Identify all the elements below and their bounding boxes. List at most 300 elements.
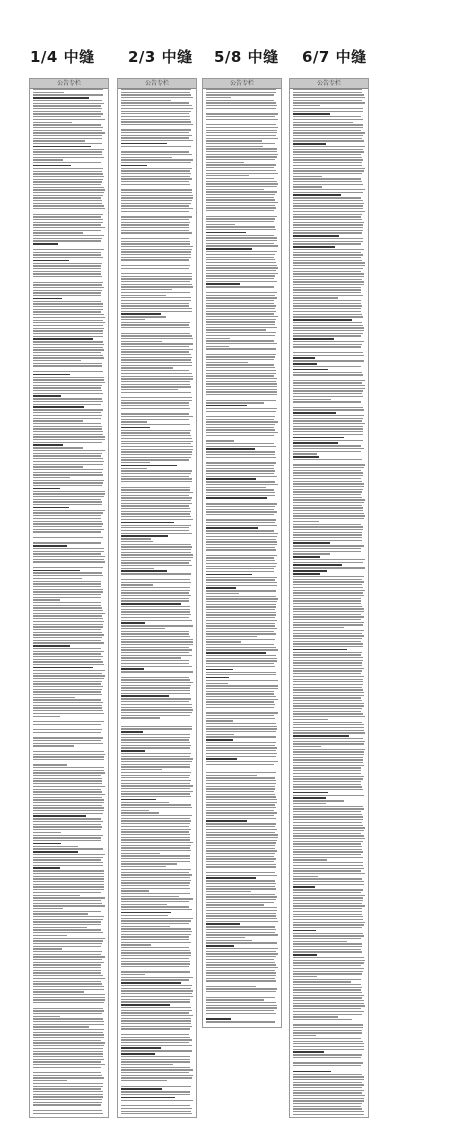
text-line [293, 556, 320, 558]
text-line [121, 734, 190, 735]
text-line [33, 791, 102, 792]
text-line [293, 603, 361, 604]
text-line [121, 376, 193, 377]
text-line [206, 454, 275, 455]
text-line [293, 749, 365, 750]
text-line [206, 913, 276, 914]
text-line [206, 321, 275, 322]
text-line [121, 1047, 161, 1049]
text-line [33, 357, 104, 358]
text-line [206, 424, 275, 425]
text-line [293, 868, 364, 869]
text-line [121, 679, 190, 680]
text-line [121, 1023, 191, 1024]
text-line [293, 757, 363, 758]
text-line [121, 969, 193, 970]
text-line [121, 154, 192, 155]
text-line [293, 919, 363, 920]
text-line [121, 119, 190, 120]
text-line [33, 1042, 105, 1043]
text-line [293, 700, 362, 701]
text-line [206, 1010, 274, 1011]
text-line [33, 1021, 104, 1022]
text-line [293, 1046, 364, 1047]
text-line [293, 660, 363, 661]
text-line [293, 475, 363, 476]
text-line [293, 100, 362, 101]
text-line [293, 89, 362, 90]
text-line [121, 192, 192, 193]
text-line [121, 257, 191, 258]
text-line [206, 574, 252, 576]
text-line [33, 597, 101, 598]
text-line [293, 219, 362, 220]
text-line [121, 219, 189, 220]
text-line [121, 124, 193, 125]
text-line [121, 655, 192, 656]
text-line [206, 248, 252, 250]
text-line [206, 888, 276, 889]
text-line [121, 222, 190, 223]
text-line [206, 823, 276, 824]
text-line [293, 254, 363, 255]
text-line [33, 959, 102, 960]
text-line [206, 316, 278, 317]
text-line [206, 346, 229, 347]
text-line [293, 584, 362, 585]
text-line [33, 320, 103, 321]
text-line [206, 478, 256, 480]
text-line [121, 963, 190, 964]
text-line [206, 327, 277, 328]
text-line [206, 845, 275, 846]
text-line [121, 451, 192, 452]
text-line [33, 618, 103, 619]
text-line [33, 759, 104, 760]
text-line [33, 1077, 104, 1078]
text-line [33, 972, 101, 973]
text-line [33, 279, 105, 280]
text-line [121, 473, 191, 474]
text-line [33, 948, 62, 949]
text-line [121, 465, 177, 467]
text-line [206, 539, 276, 540]
text-line [206, 94, 274, 95]
text-line [293, 205, 363, 206]
text-line [206, 707, 274, 708]
text-line [121, 249, 192, 250]
text-line [33, 1067, 101, 1068]
text-line [206, 777, 275, 778]
text-line [206, 812, 277, 813]
text-line [206, 313, 274, 314]
text-line [121, 726, 192, 727]
text-line [121, 89, 191, 90]
text-line [206, 625, 275, 626]
text-line [33, 181, 102, 182]
text-line [121, 370, 189, 371]
text-line [33, 978, 105, 979]
text-line [206, 240, 277, 241]
text-line [293, 143, 326, 145]
text-line [206, 988, 277, 989]
text-line [293, 784, 361, 785]
text-line [33, 436, 105, 437]
text-line [121, 1031, 193, 1032]
text-line [293, 289, 361, 290]
text-line [121, 341, 162, 342]
text-line [33, 472, 102, 473]
text-line [293, 881, 364, 882]
text-line [206, 473, 274, 474]
text-line [33, 1069, 105, 1070]
text-line [293, 833, 361, 834]
text-line [33, 89, 103, 90]
text-line [206, 159, 275, 160]
text-line [121, 1111, 191, 1112]
text-line [293, 510, 363, 511]
text-line [293, 322, 362, 323]
text-line [293, 662, 362, 663]
text-line [121, 715, 190, 716]
text-line [33, 1051, 103, 1052]
text-line [121, 292, 190, 293]
text-line [206, 756, 276, 757]
text-line [121, 904, 167, 905]
text-line [33, 260, 69, 262]
text-line [293, 540, 362, 541]
text-line [206, 709, 278, 710]
text-line [293, 176, 322, 177]
text-line [33, 184, 101, 185]
text-line [33, 553, 101, 554]
text-line [293, 1087, 362, 1088]
text-line [121, 802, 169, 803]
text-line [206, 861, 274, 862]
text-line [121, 731, 143, 733]
text-line [121, 497, 192, 498]
text-line [293, 751, 364, 752]
text-line [121, 354, 191, 355]
text-line [121, 829, 191, 830]
text-line [206, 97, 231, 98]
text-line [33, 301, 101, 302]
announcement-column-2[interactable] [117, 78, 197, 1118]
text-line [33, 1034, 104, 1035]
text-line [33, 783, 102, 784]
text-line [33, 284, 102, 285]
text-line [206, 386, 277, 387]
text-line [121, 265, 190, 266]
text-line [33, 268, 101, 269]
announcement-column-3[interactable] [202, 78, 282, 1028]
text-line [293, 149, 363, 150]
text-line [206, 840, 277, 841]
text-line [293, 654, 361, 655]
text-line [121, 224, 189, 225]
text-line [293, 1114, 364, 1115]
text-line [33, 935, 67, 936]
text-line [206, 210, 274, 211]
text-line [121, 853, 160, 854]
text-line [33, 927, 87, 928]
text-line [121, 140, 193, 141]
text-line [33, 295, 101, 296]
text-line [206, 767, 278, 768]
text-line [293, 727, 364, 728]
text-line [206, 696, 276, 697]
text-line [121, 235, 193, 236]
text-line [121, 441, 193, 442]
text-line [33, 450, 105, 451]
text-line [33, 162, 101, 163]
text-line [33, 870, 104, 871]
text-line [33, 97, 89, 99]
text-line [293, 292, 361, 293]
text-line [206, 226, 275, 227]
text-line [121, 157, 172, 158]
text-line [293, 1068, 365, 1069]
text-line [293, 819, 363, 820]
text-line [33, 246, 105, 247]
text-line [293, 146, 365, 147]
text-line [293, 374, 363, 375]
text-line [206, 135, 276, 136]
text-line [293, 797, 326, 799]
text-line [121, 413, 189, 414]
text-line [33, 521, 102, 522]
text-line [121, 742, 190, 743]
text-line [206, 672, 276, 673]
text-line [206, 585, 277, 586]
text-line [206, 124, 276, 125]
text-line [293, 97, 365, 98]
text-line [206, 945, 234, 947]
text-line [293, 927, 362, 928]
text-line [33, 371, 103, 372]
text-line [121, 392, 191, 393]
text-line [293, 876, 318, 877]
text-line [121, 165, 147, 167]
text-line [33, 537, 103, 538]
text-line [293, 943, 362, 944]
text-line [206, 146, 263, 147]
text-line [121, 1050, 192, 1051]
text-line [121, 799, 156, 801]
text-line [121, 289, 172, 290]
text-line [121, 338, 193, 339]
text-line [293, 497, 362, 498]
text-line [121, 111, 191, 112]
text-line [206, 918, 277, 919]
text-line [121, 313, 161, 315]
text-line [293, 619, 361, 620]
text-line [293, 1076, 364, 1077]
text-line [206, 799, 277, 800]
text-line [206, 468, 274, 469]
text-line [293, 434, 363, 435]
text-line [206, 405, 247, 407]
text-line [121, 818, 190, 819]
text-line [293, 521, 319, 522]
text-line [206, 807, 276, 808]
text-line [33, 561, 105, 562]
text-line [33, 314, 104, 315]
text-line [33, 1010, 104, 1011]
text-line [121, 707, 192, 708]
text-line [33, 967, 101, 968]
text-line [206, 563, 277, 564]
text-line [33, 504, 102, 505]
text-line [293, 297, 338, 298]
text-line [206, 596, 276, 597]
text-line [206, 788, 275, 789]
text-line [33, 426, 102, 427]
text-line [33, 377, 104, 378]
text-line [33, 1026, 89, 1027]
text-line [206, 997, 275, 998]
text-line [206, 780, 276, 781]
text-line [33, 807, 104, 808]
text-line [121, 958, 189, 959]
text-line [293, 1022, 365, 1023]
text-line [206, 712, 278, 713]
text-line [121, 1039, 192, 1040]
text-line [33, 1040, 101, 1041]
text-line [293, 132, 365, 133]
text-line [33, 529, 104, 530]
text-line [206, 451, 275, 452]
text-line [293, 197, 361, 198]
text-line [33, 119, 105, 120]
text-line [206, 186, 277, 187]
text-line [33, 743, 103, 744]
text-line [33, 482, 103, 483]
text-line [293, 105, 320, 106]
text-line [33, 599, 60, 600]
text-line [206, 1018, 231, 1020]
text-line [33, 523, 103, 524]
text-line [33, 878, 104, 879]
text-line [121, 343, 193, 344]
text-line [206, 383, 277, 384]
text-line [33, 122, 72, 123]
text-line [293, 614, 361, 615]
text-line [33, 165, 71, 167]
text-line [293, 462, 365, 463]
text-line [121, 1042, 189, 1043]
text-line [121, 977, 193, 978]
text-line [121, 262, 193, 263]
text-line [33, 330, 103, 331]
text-line [206, 289, 278, 290]
text-line [121, 357, 192, 358]
text-line [33, 474, 103, 475]
text-line [33, 799, 104, 800]
text-line [121, 592, 189, 593]
text-line [206, 178, 274, 179]
text-line [293, 646, 363, 647]
text-line [121, 1100, 193, 1101]
text-line [121, 168, 192, 169]
text-line [121, 557, 193, 558]
text-line [33, 938, 105, 939]
text-line [121, 1113, 192, 1114]
text-line [33, 775, 101, 776]
text-line [293, 730, 364, 731]
text-line [206, 791, 274, 792]
text-line [206, 283, 240, 285]
column-text-body [121, 89, 193, 1115]
text-line [121, 785, 193, 786]
text-line [293, 203, 364, 204]
text-line [33, 168, 103, 169]
text-line [121, 424, 190, 425]
text-line [121, 397, 192, 398]
announcement-column-1[interactable] [29, 78, 109, 1118]
text-line [293, 668, 364, 669]
text-line [293, 335, 361, 336]
text-line [293, 916, 363, 917]
text-line [33, 745, 74, 746]
text-line [33, 707, 102, 708]
text-line [293, 1092, 362, 1093]
text-line [33, 951, 102, 952]
text-line [206, 300, 274, 301]
text-line [206, 674, 276, 675]
text-line [121, 982, 181, 984]
text-line [206, 265, 277, 266]
text-line [121, 427, 150, 429]
text-line [33, 1107, 105, 1108]
text-line [206, 1005, 277, 1006]
text-line [33, 1110, 102, 1111]
text-line [33, 794, 105, 795]
text-line [121, 286, 193, 287]
text-line [33, 208, 105, 209]
text-line [121, 668, 144, 670]
text-line [121, 663, 189, 664]
text-line [293, 211, 365, 212]
text-line [121, 132, 189, 133]
text-line [206, 818, 276, 819]
announcement-column-4[interactable] [289, 78, 369, 1118]
text-line [121, 373, 192, 374]
text-line [206, 896, 277, 897]
text-line [293, 192, 363, 193]
text-line [33, 991, 84, 992]
text-line [121, 693, 190, 694]
text-line [206, 400, 276, 401]
text-line [33, 249, 104, 250]
text-line [293, 470, 361, 471]
text-line [33, 458, 103, 459]
text-line [33, 694, 102, 695]
text-line [293, 814, 362, 815]
text-line [206, 359, 274, 360]
text-line [206, 948, 278, 949]
text-line [206, 143, 275, 144]
text-line [206, 446, 276, 447]
text-line [293, 287, 361, 288]
text-line [121, 1067, 190, 1068]
text-line [121, 121, 191, 122]
text-line [206, 555, 277, 556]
text-line [121, 505, 189, 506]
text-line [33, 726, 105, 727]
text-line [33, 496, 104, 497]
text-line [121, 1056, 190, 1057]
